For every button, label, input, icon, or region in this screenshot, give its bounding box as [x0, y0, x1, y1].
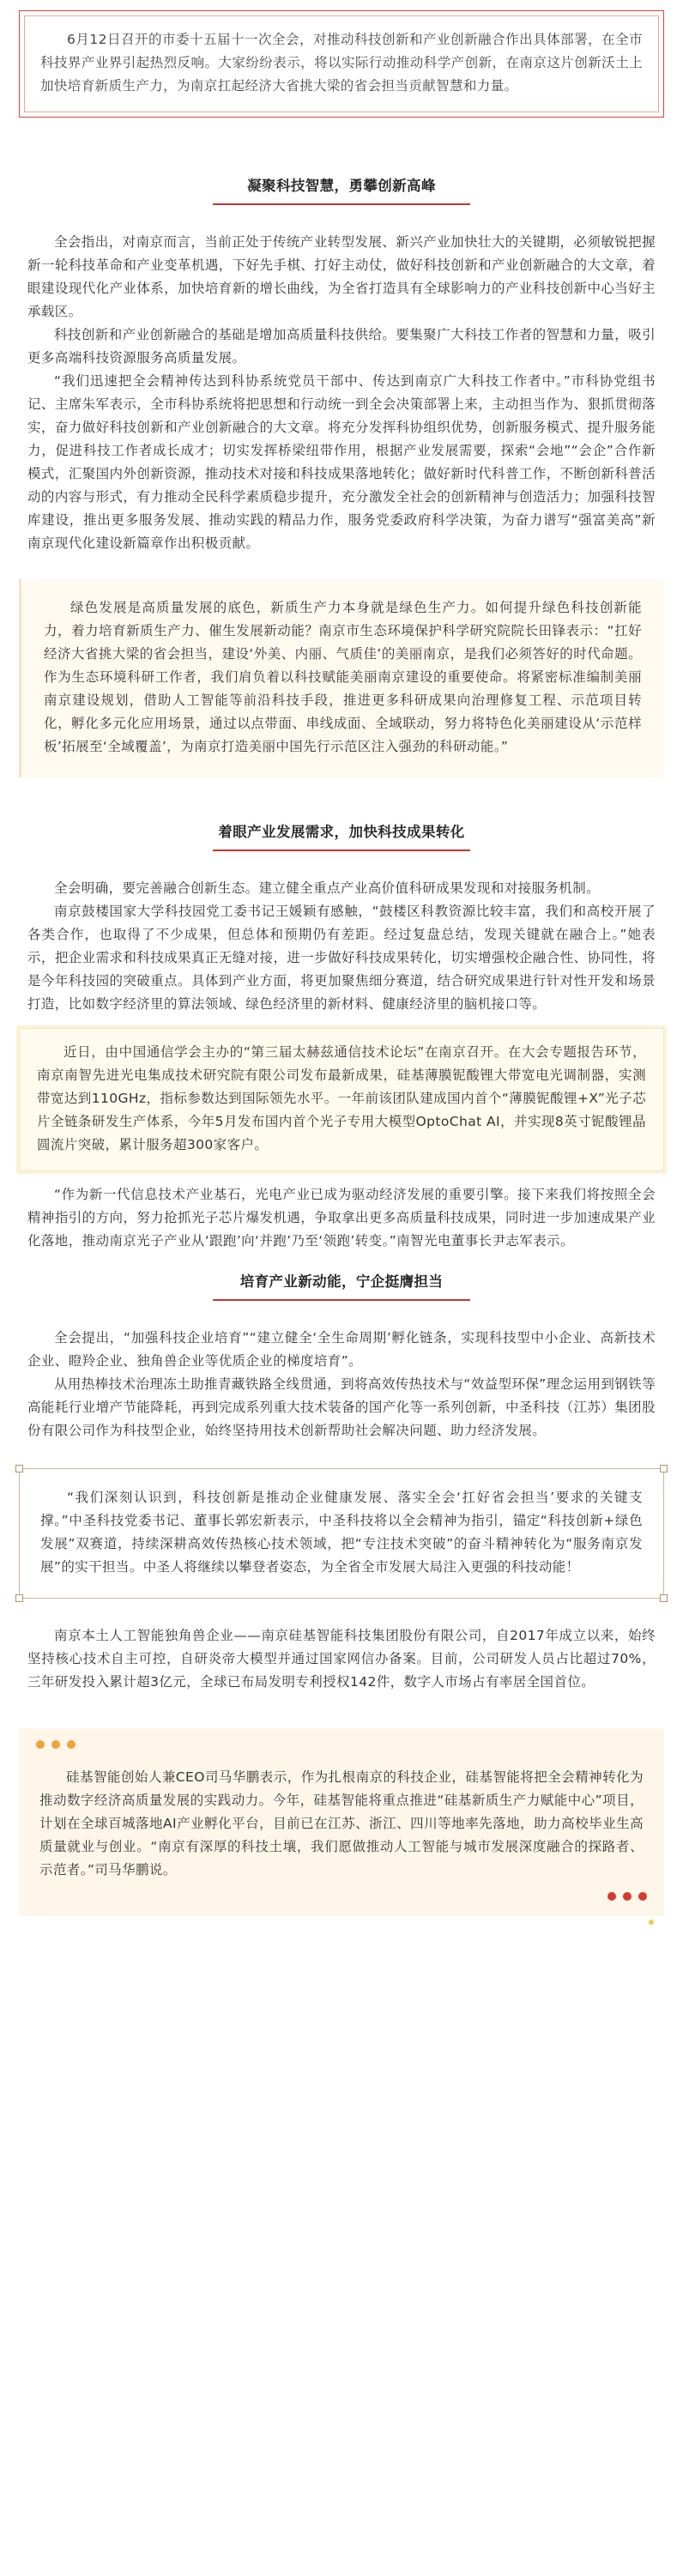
- paragraph: “我们迅速把全会精神传达到科协系统党员干部中、传达到南京广大科技工作者中。”市科协党组书记、主席朱军表示，全市科协系统将把思想和行动统一到全会决策部署上来，主动担当作为、狠抓贯彻落实，奋力做好科技创新和产业创新融合的大文章。将充分发挥科协组织优势，创新服务模式、提升服务能力，促进科技工作者成长成才；切实发挥桥梁纽带作用，根据产业发展需要，探索“会地”“会企”合作新模式，汇聚国内外创新资源，推动技术对接和科技成果落地转化；做好新时代科普工作，不断创新科普活动的内容与形式，有力推动全民科学素质稳步提升，充分激发全社会的创新精神与创造活力；加强科技智库建设，推出更多服务发展、推动实践的精品力作，服务党委政府科学决策，为奋力谱写“强富美高”新南京现代化建设新篇章作出积极贡献。: [27, 373, 656, 551]
- dot-icon: [67, 1740, 76, 1749]
- paragraph: “作为新一代信息技术产业基石，光电产业已成为驱动经济发展的重要引擎。接下来我们将按照全会精神指引的方向，努力抢抓光子芯片爆发机遇，争取拿出更多高质量科技成果，同时进一步加速成果产业化落地，推动南京光子产业从‘跟跑’向‘并跑’乃至‘领跑’转变。”南智光电董事长尹志军表示。: [27, 1187, 656, 1249]
- dot-icon: [36, 1740, 45, 1749]
- quote-text: 近日，由中国通信学会主办的“第三届太赫兹通信技术论坛”在南京召开。在大会专题报告环节，南京南智先进光电集成技术研究院有限公司发布最新成果，硅基薄膜铌酸锂大带宽电光调制器，实测带宽达到110GHz，指标参数达到国际领先水平。一年前该团队建成国内首个“薄膜铌酸锂+X”光子芯片全链条研发生产体系，今年5月发布国内首个光子专用大模型OptoChat AI，并实现8英寸铌酸锂晶圆流片突破，累计服务超300家客户。: [37, 1044, 646, 1152]
- frame-corner: [660, 1594, 668, 1602]
- decor-dots-bottom: [607, 1892, 647, 1901]
- section-title-3: 培育产业新动能，宁企挺膺担当: [187, 1265, 496, 1303]
- quote-text: “我们深刻认识到，科技创新是推动企业健康发展、落实全会‘扛好省会担当’要求的关键支撑。”中圣科技党委书记、董事长郭宏新表示，中圣科技将以全会精神为指引，锚定“科技创新+绿色发展”双赛道，持续深耕高效传热核心技术领域，把“专注技术突破”的奋斗精神转化为“服务南京发展”的实干担当。中圣人将继续以攀登者姿态，为全省全市发展大局注入更强的科技动能！: [40, 1490, 643, 1575]
- dot-icon: [649, 1920, 654, 1925]
- dot-icon: [623, 1892, 632, 1901]
- paragraph: 全会指出，对南京而言，当前正处于传统产业转型发展、新兴产业加快壮大的关键期，必须敏锐把握新一轮科技革命和产业变革机遇，下好先手棋、打好主动仗，做好科技创新和产业创新融合的大文章，着眼建设现代化产业体系，加快培育新的增长曲线，为全省打造具有全球影响力的产业科技创新中心当好主承载区。: [27, 234, 656, 319]
- quote-text: 绿色发展是高质量发展的底色，新质生产力本身就是绿色生产力。如何提升绿色科技创新能力，着力培育新质生产力、催生发展新动能？南京市生态环境保护科学研究院院长田锋表示：“扛好经济大省挑大梁的省会担当，建设‘外美、内丽、气质佳’的美丽南京，是我们必须答好的时代命题。作为生态环境科研工作者，我们肩负着以科技赋能美丽南京建设的重要使命。将紧密标准编制美丽南京建设规划，借助人工智能等前沿科技手段，推进更多科研成果向治理修复工程、示范项目转化，孵化多元化应用场景，通过以点带面、串线成面、全域联动，努力将特色化美丽建设从‘示范样板’拓展至‘全域覆盖’，为南京打造美丽中国先行示范区注入强劲的科研动能。”: [44, 600, 642, 754]
- article: [0, 10, 683, 1942]
- title-underline: [213, 850, 470, 851]
- dot-icon: [638, 1892, 647, 1901]
- frame-corner: [15, 1465, 23, 1472]
- dot-icon: [607, 1892, 616, 1901]
- section-title-2: 着眼产业发展需求，加快科技成果转化: [187, 815, 496, 853]
- section-3-after: [0, 1624, 683, 1694]
- section-1-body: [0, 231, 683, 555]
- quote-box-zhongsheng: [19, 1468, 664, 1599]
- title-underline: [213, 203, 470, 205]
- quote-box-silicon: [19, 1728, 664, 1916]
- intro-box: [19, 10, 664, 118]
- paragraph: 全会明确，要完善融合创新生态。建立健全重点产业高价值科研成果发现和对接服务机制。: [54, 880, 601, 896]
- intro-inner: [24, 15, 659, 112]
- paragraph: 全会提出，“加强科技企业培育”“建立健全‘全生命周期’孵化链条，实现科技型中小企业、高新技术企业、瞪羚企业、独角兽企业等优质企业的梯度培育”。: [27, 1330, 656, 1369]
- section-2-body: [0, 877, 683, 1016]
- quote-text: 硅基智能创始人兼CEO司马华鹏表示，作为扎根南京的科技企业，硅基智能将把全会精神转化为推动数字经济高质量发展的实践动力。今年，硅基智能将重点推进“硅基新质生产力赋能中心”项目，计划在全球百城落地AI产业孵化平台，目前已在江苏、浙江、四川等地率先落地，助力高校毕业生高质量就业与创业。“南京有深厚的科技土壤，我们愿做推动人工智能与城市发展深度融合的探路者、示范者。”司马华鹏说。: [39, 1769, 644, 1878]
- paragraph: 南京鼓楼国家大学科技园党工委书记王媛颖有感触，“鼓楼区科教资源比较丰富，我们和高校开展了各类合作，也取得了不少成果，但总体和预期仍有差距。经过复盘总结，发现关键就在融合上。”她表示，把企业需求和科技成果真正无缝对接，进一步做好科技成果转化，切实增强校企融合性、协同性，将是今年科技园的突破重点。具体到产业方面，将更加聚焦细分赛道，结合研究成果进行针对性开发和场景打造，比如数字经济里的算法领域、绿色经济里的新材料、健康经济里的脑机接口等。: [27, 904, 656, 1012]
- section-title-1: 凝聚科技智慧，勇攀创新高峰: [187, 169, 496, 207]
- decor-dots-top: [36, 1740, 76, 1749]
- frame-corner: [660, 1465, 668, 1472]
- section-2-after: [0, 1183, 683, 1253]
- paragraph: 南京本土人工智能独角兽企业——南京硅基智能科技集团股份有限公司，自2017年成立以来，始终坚持核心技术自主可控，自研炎帝大模型并通过国家网信办备案。目前，公司研发人员占比超过70%，三年研发投入累计超3亿元，全球已布局发明专利授权142件，数字人市场占有率居全国首位。: [27, 1628, 656, 1690]
- intro-text: 6月12日召开的市委十五届十一次全会，对推动科技创新和产业创新融合作出具体部署，在全市科技界产业界引起热烈反响。大家纷纷表示，将以实际行动推动科学产创新，在南京这片创新沃土上加快培育新质生产力，为南京扛起经济大省挑大梁的省会担当贡献智慧和力量。: [40, 32, 643, 94]
- quote-box-ecology: [19, 579, 664, 777]
- quote-box-photonics: [19, 1028, 664, 1171]
- dot-icon: [51, 1740, 60, 1749]
- frame-corner: [15, 1594, 23, 1602]
- paragraph: 从用热棒技术治理冻土助推青藏铁路全线贯通，到将高效传热技术与“效益型环保”理念运用到钢铁等高能耗行业增产节能降耗，再到完成系列重大技术装备的国产化等一系列创新，中圣科技（江苏）集团股份有限公司作为科技型企业，始终坚持用技术创新帮助社会解决问题、助力经济发展。: [27, 1376, 656, 1438]
- title-underline: [213, 1299, 470, 1301]
- section-3-body: [0, 1327, 683, 1442]
- paragraph: 科技创新和产业创新融合的基础是增加高质量科技供给。要集聚广大科技工作者的智慧和力量，吸引更多高端科技资源服务高质量发展。: [27, 327, 656, 366]
